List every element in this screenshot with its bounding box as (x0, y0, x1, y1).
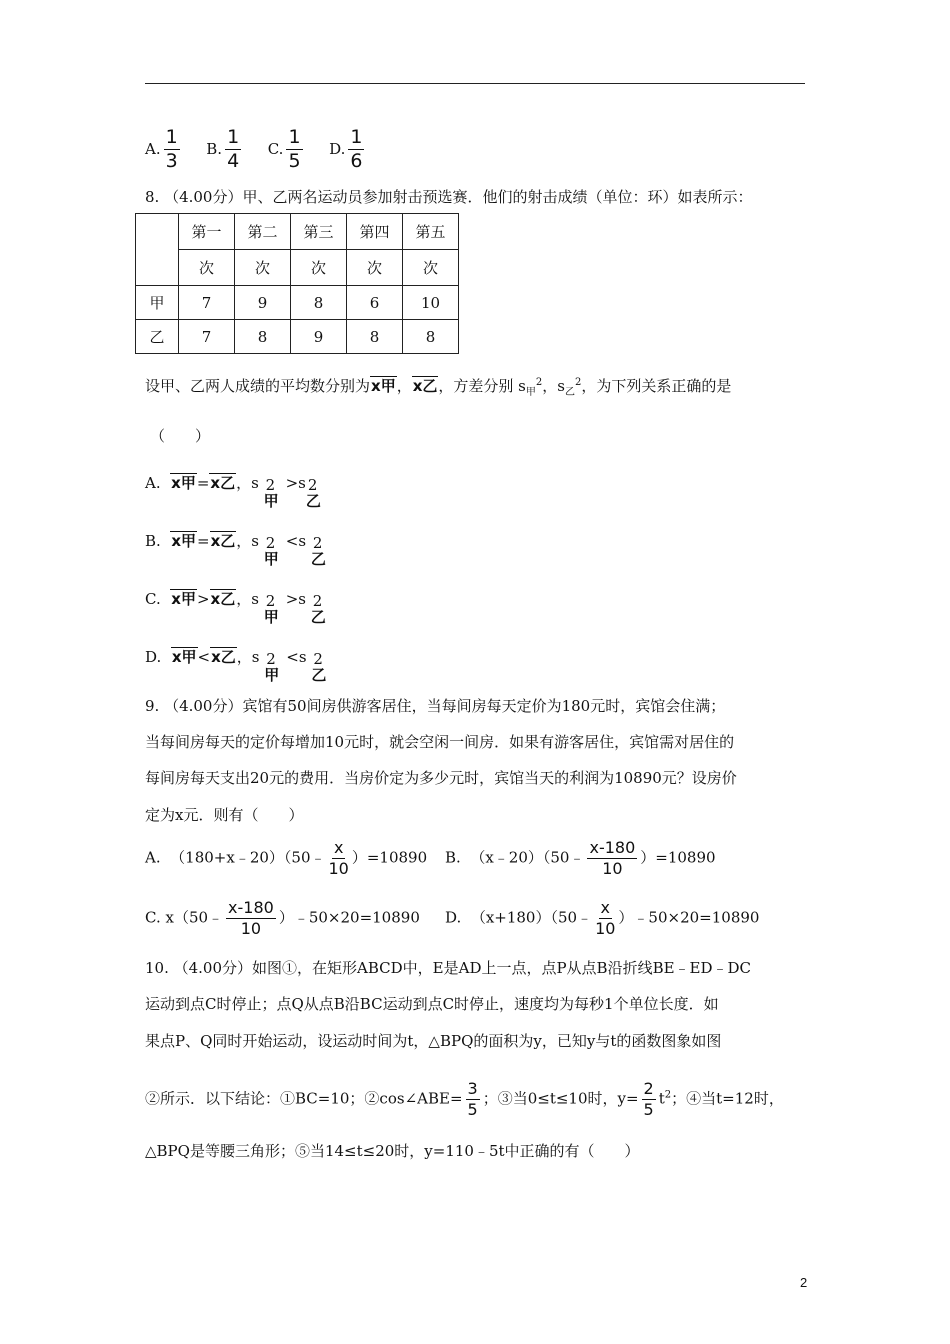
cell: 7 (179, 320, 235, 354)
q9-option-c[interactable]: C. x（50﹣ $\frac{x-180}{10}$ ）﹣50×20=10890 (145, 898, 420, 938)
table-header: 第二 (235, 214, 291, 250)
header-rule (145, 83, 805, 84)
q8-option-b[interactable]: B. x甲=x乙，s 2 甲 <s 2 乙 (145, 532, 326, 568)
q8-setup: 设甲、乙两人成绩的平均数分别为x甲，x乙，方差分别 $s_甲^2$，$s_乙^2$，为下列关系正确的是 (145, 377, 732, 398)
q9-option-d[interactable]: D. （x+180）（50﹣ $\frac{x}{10}$ ）﹣50×20=10890 (445, 898, 760, 938)
q7-option-a[interactable]: A. $\frac{1}{3}$ (145, 126, 178, 172)
cell: 10 (403, 286, 459, 320)
q10-line-5: △BPQ是等腰三角形；⑤当14≤t≤20时，y=110﹣5t中正确的有（ ） (145, 1142, 640, 1160)
q8-option-a[interactable]: A. x甲=x乙，s 2 甲 >s 2 乙 (145, 474, 321, 510)
q8-option-d[interactable]: D. x甲<x乙，s 2 甲 <s 2 乙 (145, 648, 327, 684)
table-header: 第四 (347, 214, 403, 250)
q10-line-2: 运动到点C时停止；点Q从点B沿BC运动到点C时停止，速度均为每秒1个单位长度．如 (145, 995, 719, 1013)
row-name: 乙 (136, 320, 179, 354)
q7-option-d[interactable]: D. $\frac{1}{6}$ (329, 126, 363, 172)
table-header: 次 (179, 250, 235, 286)
table-row (136, 286, 459, 320)
table-header: 第三 (291, 214, 347, 250)
q7-options (145, 128, 367, 171)
q7-option-b[interactable]: B. $\frac{1}{4}$ (206, 126, 240, 172)
q8-stem: 8. （4.00分）甲、乙两名运动员参加射击预选赛．他们的射击成绩（单位：环）如表所示： (145, 188, 753, 206)
cell: 8 (403, 320, 459, 354)
q10-line-4: ②所示．以下结论：①BC=10；②cos∠ABE= $\frac{3}{5}$ ；③当0≤t≤10时，y= $\frac{2}{5}$ $t^2$；④当t=12时， (145, 1079, 784, 1119)
q10-line-1: 10. （4.00分）如图①，在矩形ABCD中，E是AD上一点，点P从点B沿折线BE﹣ED﹣DC (145, 959, 752, 977)
q8-option-c[interactable]: C. x甲>x乙，s 2 甲 >s 2 乙 (145, 590, 326, 626)
cell: 6 (347, 286, 403, 320)
table-header: 次 (347, 250, 403, 286)
table-header: 第五 (403, 214, 459, 250)
table-header: 次 (403, 250, 459, 286)
table-header: 次 (235, 250, 291, 286)
score-table (135, 213, 459, 354)
table-header: 第一 (179, 214, 235, 250)
cell: 9 (291, 320, 347, 354)
cell: 7 (179, 286, 235, 320)
table-corner (136, 214, 179, 286)
q9-option-a[interactable]: A. （180+x﹣20）（50﹣ $\frac{x}{10}$ ）=10890 (145, 838, 428, 878)
page-number: 2 (800, 1275, 808, 1290)
cell: 8 (347, 320, 403, 354)
q7-option-c[interactable]: C. $\frac{1}{5}$ (267, 126, 301, 172)
cell: 9 (235, 286, 291, 320)
q9-line-1: 9. （4.00分）宾馆有50间房供游客居住，当每间房每天定价为180元时，宾馆会住满； (145, 697, 726, 715)
q9-line-3: 每间房每天支出20元的费用．当房价定为多少元时，宾馆当天的利润为10890元？设房价 (145, 769, 737, 787)
q9-option-b[interactable]: B. （x﹣20）（50﹣ $\frac{x-180}{10}$ ）=10890 (445, 838, 716, 878)
row-name: 甲 (136, 286, 179, 320)
cell: 8 (291, 286, 347, 320)
q8-bracket: （ ） (150, 427, 211, 445)
q9-line-2: 当每间房每天的定价每增加10元时，就会空闲一间房．如果有游客居住，宾馆需对居住的 (145, 733, 735, 751)
q10-line-3: 果点P、Q同时开始运动，设运动时间为t，△BPQ的面积为y，已知y与t的函数图象如图 (145, 1032, 722, 1050)
q9-line-4: 定为x元．则有（ ） (145, 806, 304, 824)
cell: 8 (235, 320, 291, 354)
table-header: 次 (291, 250, 347, 286)
table-row (136, 320, 459, 354)
